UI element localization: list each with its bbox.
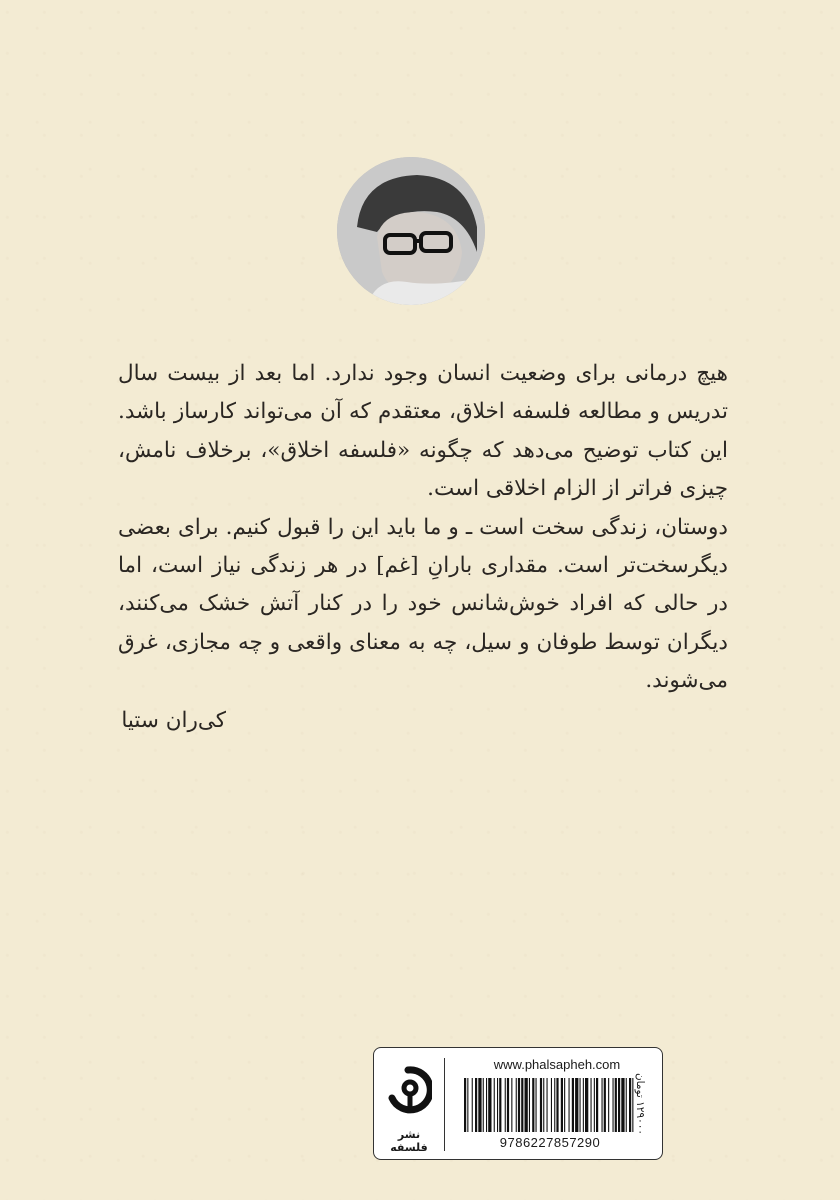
- barcode-panel: [373, 1047, 663, 1160]
- author-photo: [337, 157, 485, 305]
- website-url: www.phalsapheh.com: [493, 1057, 621, 1072]
- price-label: [626, 1056, 654, 1152]
- paragraph-2: دوستان، زندگی سخت است ـ و ما باید این را قبول کنیم. برای بعضی دیگرسخت‌تر است. مقداری بارانِ [غم] در هر زندگی نیاز است، اما در حالی که افراد خوش‌شانس خود را در کنار آتش خشک می‌کنند، دیگران توسط طوفان و سیل، چه به معنای واقعی و چه مجازی، غرق می‌شوند.: [118, 514, 728, 694]
- paragraph-1: هیچ درمانی برای وضعیت انسان وجود ندارد. اما بعد از بیست سال تدریس و مطالعه فلسفه اخلاق، معتقدم که آن می‌تواند کارساز باشد. این کتاب توضیح می‌دهد که چگونه «فلسفه اخلاق»، برخلاف نامش، چیزی فراتر از الزام اخلاقی است.: [118, 361, 728, 502]
- barcode: [462, 1078, 638, 1132]
- publisher-logo-icon: [384, 1066, 432, 1114]
- divider: [444, 1058, 445, 1151]
- isbn-number: 9786227857290: [499, 1135, 601, 1150]
- back-cover-text: [118, 355, 728, 701]
- author-signature: کی‌ران ستیا: [121, 708, 226, 733]
- price-text: ۱۲۹۰۰۰ تومان: [634, 1072, 646, 1136]
- publisher-name: نشر فلسفه: [390, 1128, 428, 1154]
